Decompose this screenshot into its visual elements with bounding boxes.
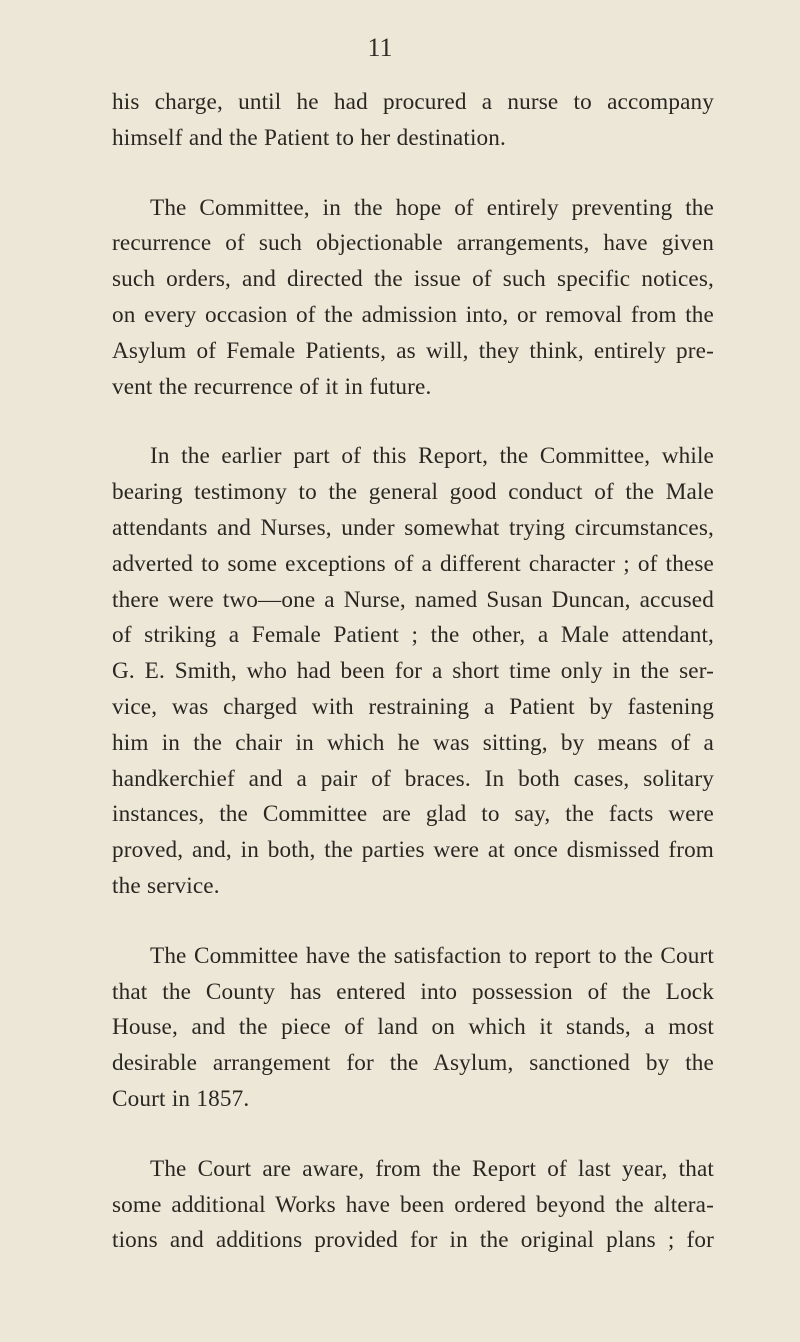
text-line: him in the chair in which he was sitting, by means of a [112,729,714,756]
text-line: vice, was charged with restraining a Patient by fastening [112,693,714,720]
page-body [112,85,714,1259]
paragraph-gap [112,157,714,191]
text-line: handkerchief and a pair of braces. In both cases, solitary [112,765,714,792]
text-line: the service. [112,872,220,899]
text-line: Asylum of Female Patients, as will, they think, entirely pre- [112,337,714,364]
text-line: bearing testimony to the general good conduct of the Male [112,479,714,506]
text-line: House, and the piece of land on which it stands, a most [112,1014,714,1041]
paragraph-5 [112,1152,714,1259]
text-line: tions and additions provided for in the original plans ; for [112,1227,714,1254]
text-line: of striking a Female Patient ; the other, a Male attendant, [112,622,714,649]
text-line: In the earlier part of this Report, the Committee, while [150,443,714,470]
text-line: his charge, until he had procured a nurse to accompany [112,89,714,115]
text-line: himself and the Patient to her destination. [112,124,506,151]
text-line: adverted to some exceptions of a different character ; of these [112,550,714,577]
text-line: such orders, and directed the issue of such specific notices, [112,266,714,293]
text-line: desirable arrangement for the Asylum, sanctioned by the [112,1050,714,1077]
text-line: there were two—one a Nurse, named Susan Duncan, accused [112,586,714,613]
page-number: 11 [367,33,393,62]
paragraph-4 [112,939,714,1118]
paragraph-gap [112,1118,714,1152]
text-line: vent the recurrence of it in future. [112,373,432,400]
paragraph-3 [112,439,714,904]
text-line: The Court are aware, from the Report of last year, that [150,1155,714,1182]
text-line: The Committee, in the hope of entirely preventing the [150,194,714,221]
text-line: that the County has entered into possession of the Lock [112,978,714,1005]
text-line: instances, the Committee are glad to say, the facts were [112,801,714,828]
text-line: on every occasion of the admission into, or removal from the [112,301,714,328]
text-line: Court in 1857. [112,1085,250,1112]
paragraph-1 [112,85,714,157]
paragraph-gap [112,405,714,439]
text-line: G. E. Smith, who had been for a short time only in the ser- [112,658,714,685]
text-line: attendants and Nurses, under somewhat trying circumstances, [112,514,714,541]
text-line: recurrence of such objectionable arrangements, have given [112,230,714,257]
paragraph-2 [112,191,714,406]
text-line: The Committee have the satisfaction to report to the Court [150,942,714,969]
text-line: some additional Works have been ordered beyond the altera- [112,1191,714,1218]
text-line: proved, and, in both, the parties were at once dismissed from [112,837,714,864]
paragraph-gap [112,905,714,939]
